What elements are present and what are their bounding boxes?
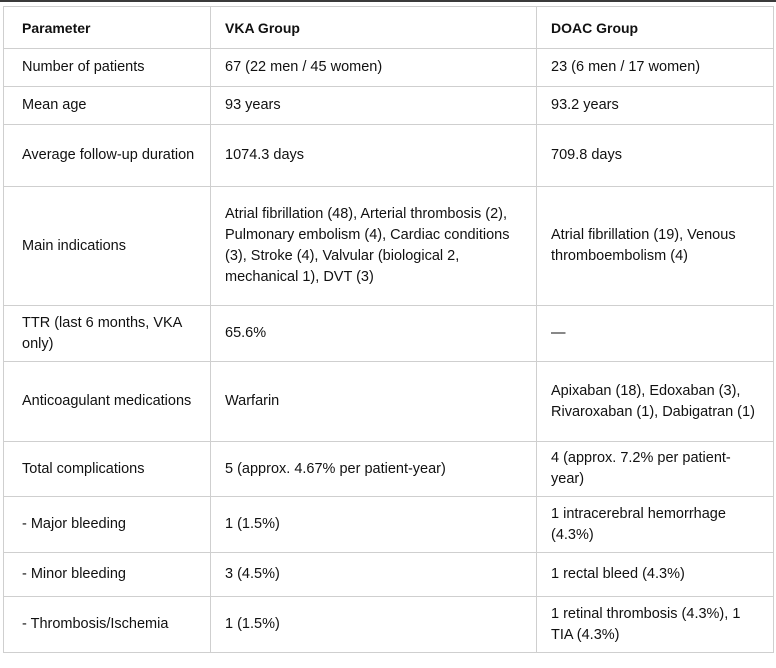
parameter-cell: Anticoagulant medications [4,362,211,442]
doac-cell: 4 (approx. 7.2% per patient-year) [537,442,774,497]
parameter-cell: Total complications [4,442,211,497]
parameter-cell: Average follow-up duration [4,125,211,187]
parameter-cell: - Major bleeding [4,497,211,553]
doac-cell: Atrial fibrillation (19), Venous thromboembolism (4) [537,187,774,306]
doac-cell: 709.8 days [537,125,774,187]
table-row [4,187,774,306]
parameter-cell: Main indications [4,187,211,306]
vka-cell: 3 (4.5%) [211,553,537,597]
doac-cell: 1 intracerebral hemorrhage (4.3%) [537,497,774,553]
table-header-row [4,7,774,49]
table-row [4,125,774,187]
top-border-line [0,0,776,2]
doac-cell: 1 retinal thrombosis (4.3%), 1 TIA (4.3%) [537,597,774,653]
parameter-cell: TTR (last 6 months, VKA only) [4,306,211,362]
table-row [4,553,774,597]
doac-cell: 23 (6 men / 17 women) [537,49,774,87]
header-vka-group: VKA Group [211,7,537,49]
table-row [4,597,774,653]
header-doac-group: DOAC Group [537,7,774,49]
vka-cell: 1 (1.5%) [211,497,537,553]
table-row [4,49,774,87]
header-parameter: Parameter [4,7,211,49]
vka-cell: 5 (approx. 4.67% per patient-year) [211,442,537,497]
vka-cell: Atrial fibrillation (48), Arterial thrombosis (2), Pulmonary embolism (4), Cardiac conditions (3), Stroke (4), Valvular (biological 2, mechanical 1), DVT (3) [211,187,537,306]
table-row [4,442,774,497]
table-row [4,497,774,553]
vka-cell: 1074.3 days [211,125,537,187]
doac-cell: Apixaban (18), Edoxaban (3), Rivaroxaban (1), Dabigatran (1) [537,362,774,442]
doac-cell: 1 rectal bleed (4.3%) [537,553,774,597]
doac-cell: — [537,306,774,362]
comparison-table [3,6,774,653]
table-row [4,362,774,442]
table-row [4,306,774,362]
vka-cell: 67 (22 men / 45 women) [211,49,537,87]
doac-cell: 93.2 years [537,87,774,125]
parameter-cell: Number of patients [4,49,211,87]
parameter-cell: - Minor bleeding [4,553,211,597]
parameter-cell: Mean age [4,87,211,125]
vka-cell: 93 years [211,87,537,125]
table-row [4,87,774,125]
parameter-cell: - Thrombosis/Ischemia [4,597,211,653]
vka-cell: Warfarin [211,362,537,442]
vka-cell: 65.6% [211,306,537,362]
vka-cell: 1 (1.5%) [211,597,537,653]
